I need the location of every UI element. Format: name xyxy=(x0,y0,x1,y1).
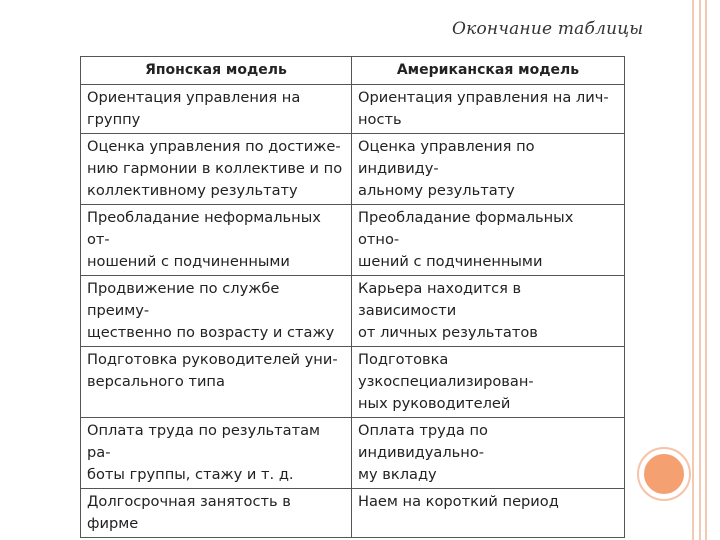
table-row xyxy=(81,85,625,134)
table-caption: Окончание таблицы xyxy=(452,19,644,39)
cell-text: Ориентация управления на группу xyxy=(87,89,301,128)
table-cell xyxy=(352,134,625,205)
table-cell xyxy=(81,205,352,276)
decorative-line xyxy=(692,0,694,540)
cell-text: Преобладание неформальных от- ношений с подчиненными xyxy=(87,209,321,270)
table-cell xyxy=(352,347,625,418)
table-cell xyxy=(352,85,625,134)
table-row xyxy=(81,205,625,276)
table-cell xyxy=(352,276,625,347)
table-cell xyxy=(81,418,352,489)
header-japanese-model: Японская модель xyxy=(81,57,352,85)
cell-text: Оплата труда по результатам ра- боты группы, стажу и т. д. xyxy=(87,422,321,483)
table-cell xyxy=(81,347,352,418)
table-row xyxy=(81,276,625,347)
cell-text: Подготовка узкоспециализирован- ных руководителей xyxy=(358,351,534,412)
cell-text: Карьера находится в зависимости от личных результатов xyxy=(358,280,538,341)
decorative-line xyxy=(705,0,707,540)
cell-text: Оплата труда по индивидуально- му вкладу xyxy=(358,422,488,483)
table-header-row xyxy=(81,57,625,85)
table-cell xyxy=(81,85,352,134)
cell-text: Оценка управления по индивиду- альному результату xyxy=(358,138,535,199)
comparison-table xyxy=(80,56,625,538)
cell-text: Долгосрочная занятость в фирме xyxy=(87,493,291,532)
table-cell xyxy=(352,489,625,538)
cell-text: Оценка управления по достиже- нию гармонии в коллективе и по коллективному результату xyxy=(87,138,343,199)
cell-text: Преобладание формальных отно- шений с подчиненными xyxy=(358,209,574,270)
table-row xyxy=(81,418,625,489)
table-cell xyxy=(352,205,625,276)
table-cell xyxy=(81,134,352,205)
cell-text: Ориентация управления на лич- ность xyxy=(358,89,609,128)
table-row xyxy=(81,347,625,418)
decorative-circle xyxy=(639,449,689,499)
table-row xyxy=(81,489,625,538)
header-american-model: Американская модель xyxy=(352,57,625,85)
cell-text: Подготовка руководителей уни- версального типа xyxy=(87,351,338,390)
decorative-line xyxy=(699,0,701,540)
table-cell xyxy=(81,489,352,538)
cell-text: Продвижение по службе преиму- щественно по возрасту и стажу xyxy=(87,280,335,341)
table-row xyxy=(81,134,625,205)
table-cell xyxy=(352,418,625,489)
table-cell xyxy=(81,276,352,347)
cell-text: Наем на короткий период xyxy=(358,493,559,510)
